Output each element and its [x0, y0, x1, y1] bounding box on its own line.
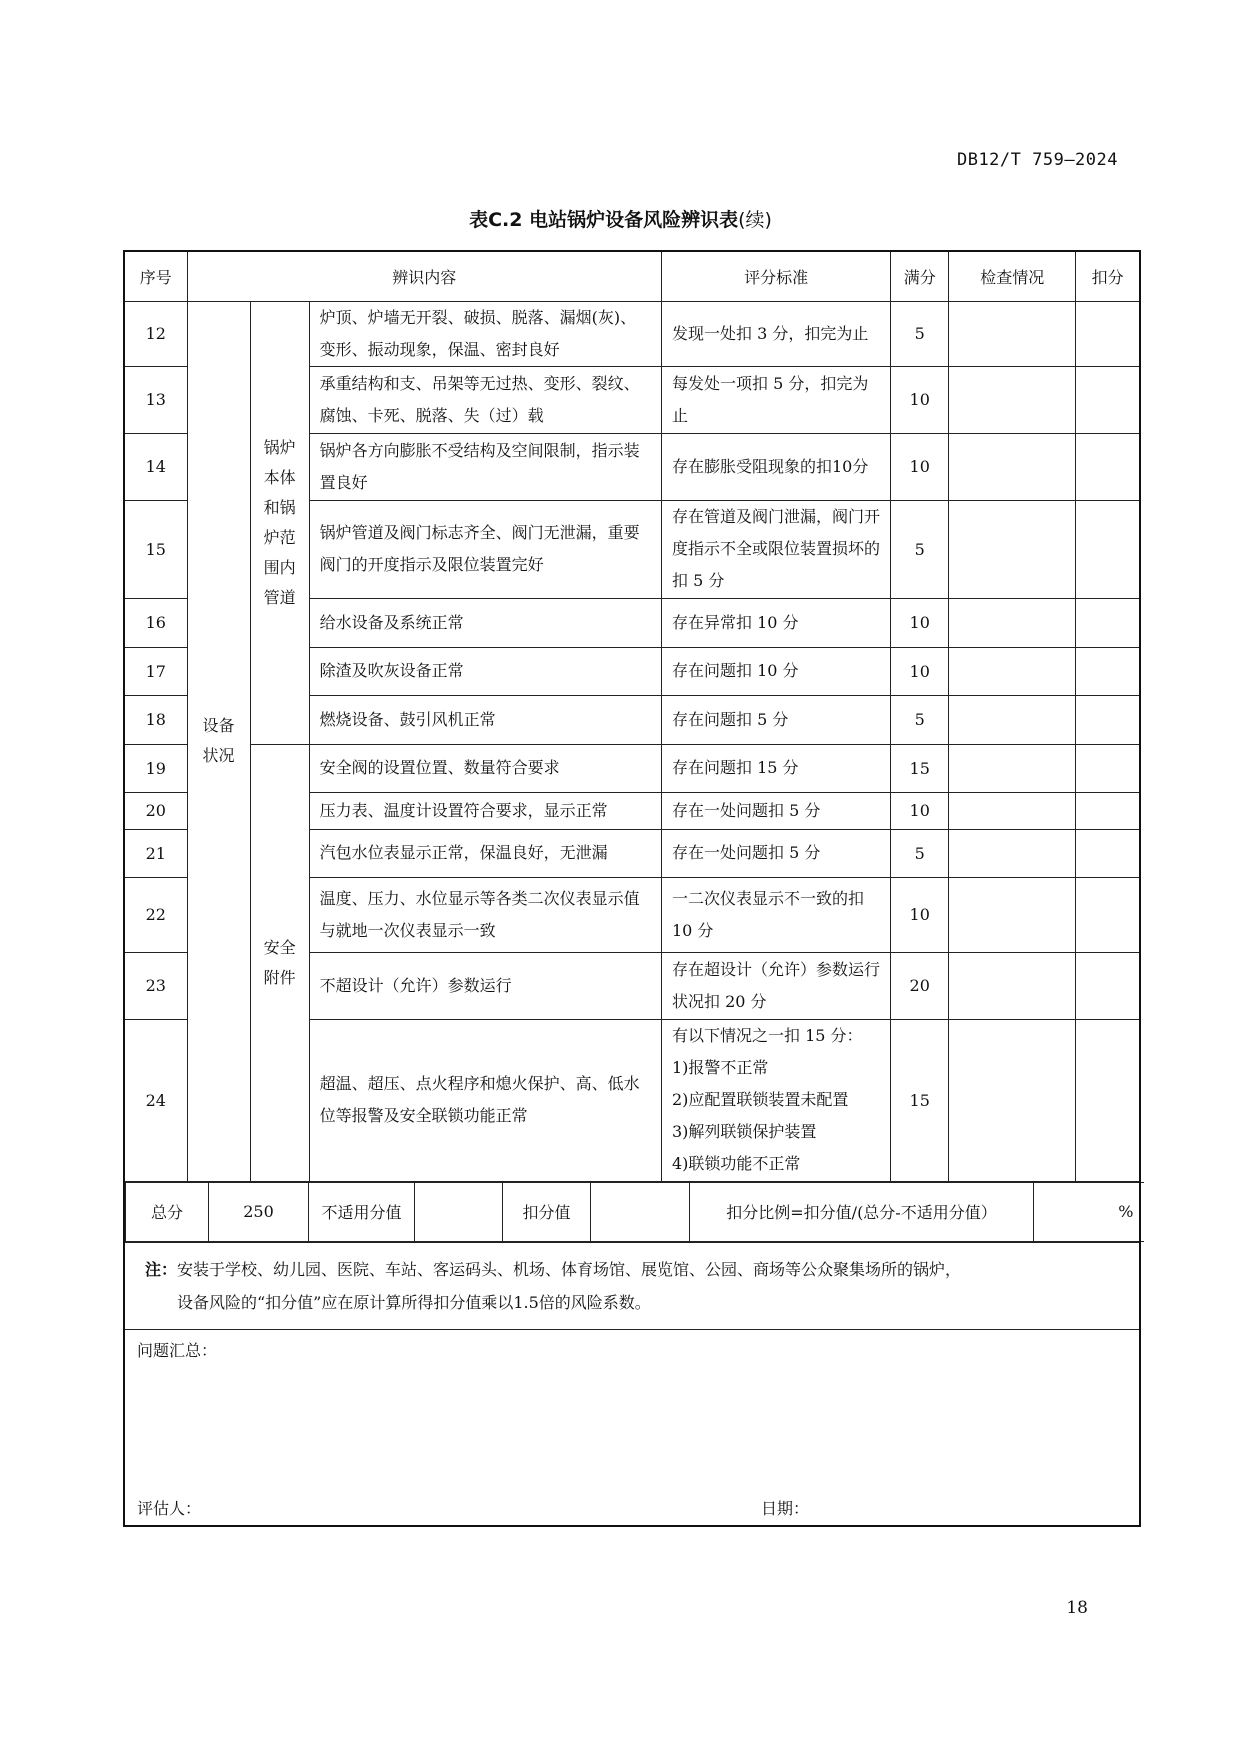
- criteria-line: 4)联锁功能不正常: [671, 1154, 801, 1173]
- row-seq: 12: [124, 301, 187, 366]
- row-seq: 18: [124, 695, 187, 744]
- group-category-label: 设备状况: [202, 716, 235, 765]
- na-value-cell[interactable]: [415, 1182, 503, 1241]
- totals-row: [124, 1181, 1140, 1242]
- row-full: 20: [891, 952, 949, 1019]
- row-full: 10: [891, 647, 949, 695]
- row-check-cell[interactable]: [949, 366, 1076, 433]
- row-deduct-cell[interactable]: [1076, 647, 1140, 695]
- row-criteria: 存在一处问题扣 5 分: [661, 829, 890, 877]
- row-criteria: 每发处一项扣 5 分，扣完为止: [661, 366, 890, 433]
- group-boiler-body-label: 锅炉本体和锅炉范围内管道: [263, 437, 296, 607]
- row-criteria: 存在超设计（允许）参数运行状况扣 20 分: [661, 952, 890, 1019]
- row-seq: 19: [124, 744, 187, 792]
- row-check-cell[interactable]: [949, 792, 1076, 829]
- row-check-cell[interactable]: [949, 598, 1076, 647]
- criteria-line: 3)解列联锁保护装置: [671, 1122, 817, 1141]
- group-boiler-body: [250, 301, 309, 744]
- row-full: 10: [891, 877, 949, 952]
- row-check-cell[interactable]: [949, 829, 1076, 877]
- row-check-cell[interactable]: [949, 647, 1076, 695]
- row-check-cell[interactable]: [949, 1019, 1076, 1181]
- criteria-line: 2)应配置联锁装置未配置: [671, 1090, 849, 1109]
- note-line-1: 安装于学校、幼儿园、医院、车站、客运码头、机场、体育场馆、展览馆、公园、商场等公众聚集场所的锅炉，: [177, 1259, 962, 1279]
- row-check-cell[interactable]: [949, 500, 1076, 598]
- total-value: 250: [209, 1182, 309, 1241]
- criteria-line: 有以下情况之一扣 15 分：: [671, 1026, 863, 1045]
- row-criteria: 存在问题扣 15 分: [661, 744, 890, 792]
- col-header-check: 检查情况: [949, 251, 1076, 301]
- row-seq: 21: [124, 829, 187, 877]
- row-criteria: 存在异常扣 10 分: [661, 598, 890, 647]
- row-content: 温度、压力、水位显示等各类二次仪表显示值与就地一次仪表显示一致: [309, 877, 661, 952]
- row-full: 10: [891, 598, 949, 647]
- row-content: 炉顶、炉墙无开裂、破损、脱落、漏烟(灰)、变形、振动现象，保温、密封良好: [309, 301, 661, 366]
- table-row: [124, 744, 1140, 792]
- row-deduct-cell[interactable]: [1076, 877, 1140, 952]
- total-label: 总分: [126, 1182, 209, 1241]
- row-content: 除渣及吹灰设备正常: [309, 647, 661, 695]
- row-content: 压力表、温度计设置符合要求，显示正常: [309, 792, 661, 829]
- row-full: 15: [891, 744, 949, 792]
- row-seq: 22: [124, 877, 187, 952]
- col-header-content: 辨识内容: [187, 251, 661, 301]
- criteria-line: 1)报警不正常: [671, 1058, 769, 1077]
- deduct-label: 扣分值: [503, 1182, 591, 1241]
- row-content: 承重结构和支、吊架等无过热、变形、裂纹、腐蚀、卡死、脱落、失（过）载: [309, 366, 661, 433]
- group-safety: [250, 744, 309, 1181]
- row-seq: 24: [124, 1019, 187, 1181]
- document-code: DB12/T 759—2024: [956, 150, 1118, 170]
- row-criteria: [661, 1019, 890, 1181]
- table-title: [0, 205, 1241, 232]
- page-number: 18: [1066, 1598, 1088, 1618]
- row-deduct-cell[interactable]: [1076, 301, 1140, 366]
- row-deduct-cell[interactable]: [1076, 1019, 1140, 1181]
- row-criteria: 存在膨胀受阻现象的扣10分: [661, 433, 890, 500]
- row-content: 不超设计（允许）参数运行: [309, 952, 661, 1019]
- row-full: 10: [891, 366, 949, 433]
- date-label: 日期：: [761, 1498, 810, 1518]
- col-header-deduct: 扣分: [1076, 251, 1140, 301]
- row-seq: 17: [124, 647, 187, 695]
- summary-row: [124, 1329, 1140, 1526]
- row-deduct-cell[interactable]: [1076, 366, 1140, 433]
- row-full: 5: [891, 695, 949, 744]
- table-title-main: 表C.2 电站锅炉设备风险辨识表: [469, 209, 739, 231]
- row-deduct-cell[interactable]: [1076, 433, 1140, 500]
- row-seq: 20: [124, 792, 187, 829]
- ratio-label: 扣分比例=扣分值/(总分-不适用分值）: [690, 1182, 1034, 1241]
- row-full: 5: [891, 829, 949, 877]
- note-row: [124, 1242, 1140, 1329]
- col-header-seq: 序号: [124, 251, 187, 301]
- row-full: 10: [891, 792, 949, 829]
- row-full: 5: [891, 500, 949, 598]
- row-deduct-cell[interactable]: [1076, 792, 1140, 829]
- row-content: 锅炉管道及阀门标志齐全、阀门无泄漏，重要阀门的开度指示及限位装置完好: [309, 500, 661, 598]
- row-content: 汽包水位表显示正常，保温良好，无泄漏: [309, 829, 661, 877]
- row-full: 15: [891, 1019, 949, 1181]
- row-check-cell[interactable]: [949, 952, 1076, 1019]
- row-seq: 13: [124, 366, 187, 433]
- row-criteria: 存在问题扣 5 分: [661, 695, 890, 744]
- row-content: 锅炉各方向膨胀不受结构及空间限制，指示装置良好: [309, 433, 661, 500]
- deduct-value-cell[interactable]: [591, 1182, 690, 1241]
- assessor-label: 评估人：: [137, 1498, 202, 1518]
- row-seq: 15: [124, 500, 187, 598]
- row-deduct-cell[interactable]: [1076, 695, 1140, 744]
- row-content: 给水设备及系统正常: [309, 598, 661, 647]
- note-line-2: 设备风险的“扣分值”应在原计算所得扣分值乘以1.5倍的风险系数。: [177, 1292, 651, 1312]
- row-full: 5: [891, 301, 949, 366]
- problem-summary-label: 问题汇总：: [137, 1340, 218, 1360]
- row-criteria: 发现一处扣 3 分，扣完为止: [661, 301, 890, 366]
- row-seq: 14: [124, 433, 187, 500]
- note: [124, 1242, 1140, 1329]
- row-content: 燃烧设备、鼓引风机正常: [309, 695, 661, 744]
- row-deduct-cell[interactable]: [1076, 744, 1140, 792]
- col-header-criteria: 评分标准: [661, 251, 890, 301]
- row-check-cell[interactable]: [949, 877, 1076, 952]
- row-check-cell[interactable]: [949, 433, 1076, 500]
- totals-table: [125, 1182, 1144, 1242]
- row-full: 10: [891, 433, 949, 500]
- row-content: 安全阀的设置位置、数量符合要求: [309, 744, 661, 792]
- row-seq: 16: [124, 598, 187, 647]
- ratio-percent[interactable]: %: [1034, 1182, 1144, 1241]
- row-deduct-cell[interactable]: [1076, 500, 1140, 598]
- row-check-cell[interactable]: [949, 301, 1076, 366]
- note-label: 注：: [145, 1259, 178, 1279]
- row-criteria: 存在管道及阀门泄漏，阀门开度指示不全或限位装置损坏的扣 5 分: [661, 500, 890, 598]
- row-deduct-cell[interactable]: [1076, 829, 1140, 877]
- row-check-cell[interactable]: [949, 744, 1076, 792]
- row-criteria: 一二次仪表显示不一致的扣 10 分: [661, 877, 890, 952]
- summary-cell[interactable]: [124, 1329, 1140, 1526]
- row-criteria: 存在一处问题扣 5 分: [661, 792, 890, 829]
- col-header-full: 满分: [891, 251, 949, 301]
- risk-table: [123, 250, 1141, 1527]
- row-criteria: 存在问题扣 10 分: [661, 647, 890, 695]
- group-category: [187, 301, 250, 1181]
- table-title-suffix: (续): [738, 209, 772, 231]
- row-content: 超温、超压、点火程序和熄火保护、高、低水位等报警及安全联锁功能正常: [309, 1019, 661, 1181]
- header-row: [124, 251, 1140, 301]
- group-safety-label: 安全附件: [263, 937, 296, 987]
- row-check-cell[interactable]: [949, 695, 1076, 744]
- row-deduct-cell[interactable]: [1076, 598, 1140, 647]
- row-seq: 23: [124, 952, 187, 1019]
- na-label: 不适用分值: [309, 1182, 415, 1241]
- table-row: [124, 301, 1140, 366]
- row-deduct-cell[interactable]: [1076, 952, 1140, 1019]
